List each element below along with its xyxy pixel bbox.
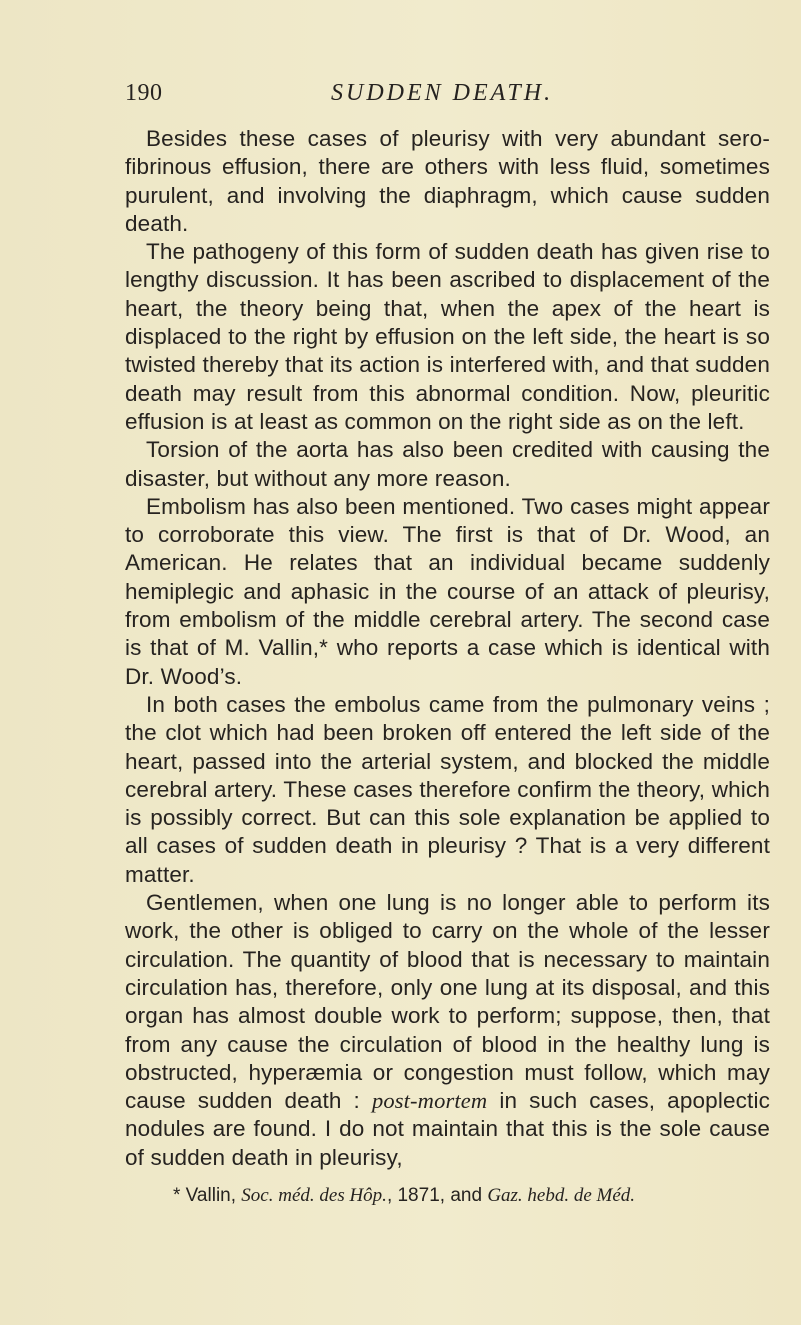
running-title: SUDDEN DEATH.: [331, 80, 554, 106]
paragraph-embolism: Embolism has also been mentioned. Two cases might appear to corroborate this view. The first is that of Dr. Wood, an American. He relates that an individual became suddenly hemiplegic and aphasic in the course of an attack of pleurisy, from embolism of the middle cerebral artery. The second case is that of M. Vallin,* who reports a case which is identical with Dr. Wood’s.: [125, 493, 770, 689]
page-header: [125, 76, 770, 110]
footnote: [125, 1184, 770, 1208]
footnote-date: , 1871, and: [386, 1185, 488, 1206]
lung-text-end: in such cases, apoplectic nodules are found. I do not maintain that this is the sole cause of sudden death in pleurisy,: [125, 1088, 770, 1170]
paragraph-embolus-cases: In both cases the embolus came from the pulmonary veins ; the clot which had been broken off entered the left side of the heart, passed into the arterial system, and blocked the middle cerebral artery. These cases therefore confirm the theory, which is possibly correct. But can this sole explanation be applied to all cases of sudden death in pleurisy ? That is a very different matter.: [125, 691, 770, 887]
footnote-journal-1: Soc. méd. des Hôp.: [241, 1185, 387, 1206]
paragraph-pathogeny: The pathogeny of this form of sudden death has given rise to lengthy discussion. It has been ascribed to displacement of the heart, the theory being that, when the apex of the heart is displaced to the right by effusion on the left side, the heart is so twisted thereby that its action is interfered with, and that sudden death may result from this abnormal condition. Now, pleuritic effusion is at least as common on the right side as on the left.: [125, 239, 770, 434]
post-mortem-term: post-mortem: [371, 1088, 488, 1114]
footnote-author: * Vallin,: [173, 1185, 242, 1206]
paragraph-effusion: Besides these cases of pleurisy with very abundant sero-fibrinous effusion, there are others with less fluid, sometimes purulent, and involving the diaphragm, which cause sudden death.: [125, 126, 770, 236]
body-text: [125, 125, 770, 1172]
paragraph-torsion: Torsion of the aorta has also been credited with causing the disaster, but without any more reason.: [125, 437, 770, 491]
lung-text-start: Gentlemen, when one lung is no longer able to perform its work, the other is obliged to carry on the whole of the lesser circulation. The quantity of blood that is necessary to maintain circulation has, therefore, only one lung at its disposal, and this organ has almost double work to perform; suppose, then, that from any cause the circulation of blood in the healthy lung is obstructed, hyperæmia or congestion must follow, which may cause sudden death :: [125, 890, 770, 1114]
paragraph-lung-circulation: [125, 889, 770, 1172]
footnote-journal-2: Gaz. hebd. de Méd.: [487, 1185, 636, 1206]
page-number: 190: [125, 80, 163, 106]
